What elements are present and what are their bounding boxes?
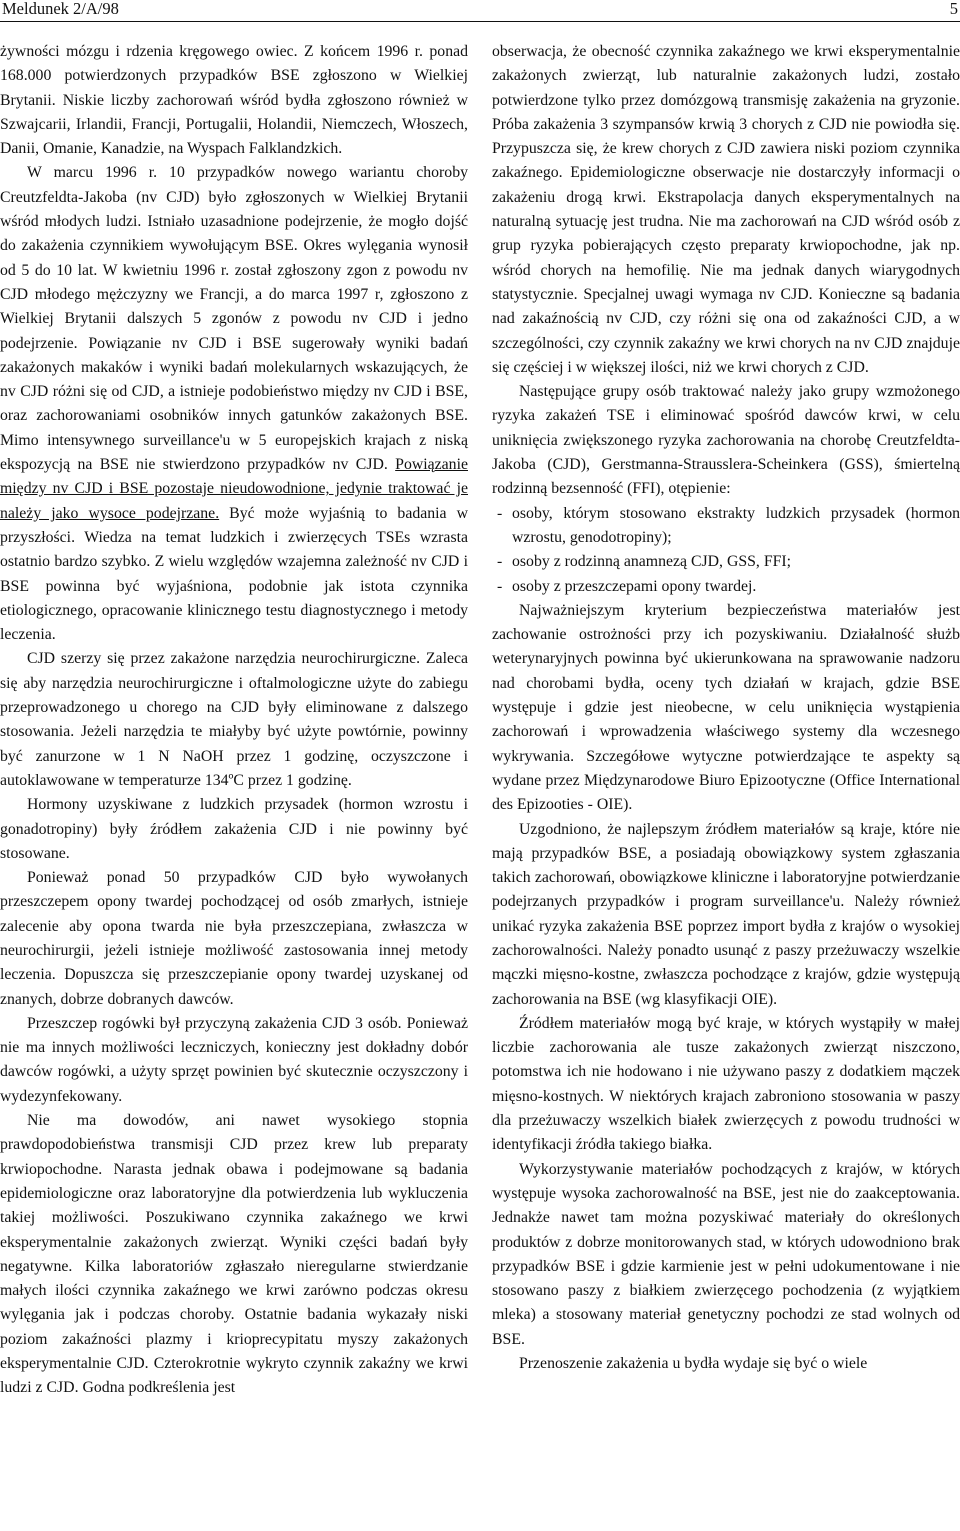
paragraph-text: Być może wyjaśnią to badania w przyszłości. Wiedza na temat ludzkich i zwierzęcych TSEs wzrasta ostatnio bardzo szybko. Z wielu względów wzajemna zależność nv CJD i BSE powinna być wyjaśniona, podobnie jak istota czynnika etiologicznego, opracowanie klinicznego testu diagnostycznego i metody leczenia. [0,504,468,644]
paragraph: Nie ma dowodów, ani nawet wysokiego stopnia prawdopodobieństwa transmisji CJD przez krew lub preparaty krwiopochodne. Narasta jednak obawa i podejmowane są badania epidemiologiczne oraz laboratoryjne dla potwierdzenia lub wykluczenia takiej możliwości. Poszukiwano czynnika zakaźnego we krwi eksperymentalnie zakażonych zwierząt. Wyniki części badań były negatywne. Kilka laboratoriów zgłaszało nieregularne stwierdzanie małych ilości czynnika zakaźnego we krwi zarówno podczas okresu wylęgania jak i podczas choroby. Ostatnie badania wykazały niski poziom zakaźności plazmy i krioprecypitatu myszy zakażonych eksperymentalnie CJD. Czterokrotnie wykryto czynnik zakaźny we krwi ludzi z CJD. Godna podkreślenia jest [0,1112,468,1397]
paragraph: Przeszczep rogówki był przyczyną zakażenia CJD 3 osób. Ponieważ nie ma innych możliwości leczniczych, konieczny jest dokładny dobór dawców rogówki, a użyty sprzęt powinien być skutecznie oczyszczony i wydezynfekowany. [0,1014,468,1105]
left-column [0,40,468,1401]
paragraph: Ponieważ ponad 50 przypadków CJD było wywołanych przeszczepem opony twardej pochodzącej od osób zmarłych, istnieje zalecenie aby opona twarda nie była przeszczepiana, zwłaszcza w neurochirurgii, jeżeli istnieje możliwość zastosowania innej metody leczenia. Dopuszcza się przeszczepianie opony twardej uzyskanej od znanych, dobrze dobranych dawców. [0,869,468,1008]
underlined-statement: Powiązanie między nv CJD i BSE pozostaje nieudowodnione, jedynie traktować je należy jako wysoce podejrzane. [0,456,468,522]
right-column [492,40,960,1376]
header-rule [0,21,960,22]
paragraph: obserwacja, że obecność czynnika zakaźnego we krwi eksperymentalnie zakażonych zwierząt, lub naturalnie zakażonych ludzi, zostało potwierdzone tylko przez domózgową transmisję zakażenia na gryzonie. Próba zakażenia 3 szympansów krwią 3 chorych z CJD nie powiodła się. Przypuszcza się, że krew chorych z CJD zawiera niski poziom czynnika zakaźnego. Epidemiologiczne obserwacje nie dostarczyły informacji o zakażeniu drogą krwi. Ekstrapolacja danych eksperymentalnych na naturalną sytuację jest trudna. Nie ma zachorowań na CJD wśród osób z grup ryzyka pobierających często preparaty krwiopochodne, jak np. wśród chorych na hemofilię. Nie ma jednak danych wiarygodnych statystycznie. Specjalnej uwagi wymaga nv CJD. Konieczne są badania nad zakaźnością nv CJD, czy różni się ona od zakaźności CJD, a w szczególności, czy czynnik zakaźny we krwi chorych na nv CJD znajduje się częściej i w większej ilości, niż we krwi chorych z CJD. [492,43,960,376]
list-item: - osoby z przeszczepami opony twardej. [492,575,960,599]
paragraph: Wykorzystywanie materiałów pochodzących z krajów, w których występuje wysoka zachorowalność na BSE, jest nie do zaakceptowania. Jednakże nawet tam można pozyskiwać materiały do określonych produktów z dobrze monitorowanych stad, w których udowodniono brak przypadków BSE i gdzie karmienie jest w pełni udokumentowane i nie stosowano paszy z białkiem zwierzęcego pochodzenia (z wyjątkiem mleka) a stosowany materiał genetyczny pochodzi ze stad wolnych od BSE. [492,1160,960,1348]
paragraph: Następujące grupy osób traktować należy jako grupy wzmożonego ryzyka zakażeń TSE i eliminować spośród dawców krwi, w celu uniknięcia zwiększonego ryzyka zachorowania na chorobę Creutzfeldta-Jakoba (CJD), Gerstmanna-Strausslera-Scheinkera (GSS), śmiertelną rodzinną bezsenność (FFI), otępienie: [492,383,960,498]
paragraph: Przenoszenie zakażenia u bydła wydaje się być o wiele [519,1355,868,1373]
paragraph: Uzgodniono, że najlepszym źródłem materiałów są kraje, które nie mają przypadków BSE, a posiadają obowiązkowy system zgłaszania takich zachorowań, obowiązkowe kliniczne i laboratoryjne potwierdzanie podejrzanych przypadków i program surveillance'u. Należy również unikać ryzyka zakażenia BSE poprzez import bydła z krajów o wysokiej zachorowalności. Należy ponadto usunąć z paszy przeżuwaczy wszelkie mączki mięsno-kostne, zwłaszcza pochodzące z krajów, gdzie występują zachorowania na BSE (wg klasyfikacji OIE). [492,820,960,1008]
paragraph: żywności mózgu i rdzenia kręgowego owiec. Z końcem 1996 r. ponad 168.000 potwierdzonych przypadków BSE zgłoszono w Wielkiej Brytanii. Niskie liczby zachorowań wśród bydła zgłoszono również w Szwajcarii, Irlandii, Francji, Portugalii, Holandii, Niemczech, Włoszech, Danii, Omanie, Kanadzie, na Wyspach Falklandzkich. [0,43,468,158]
paragraph: Hormony uzyskiwane z ludzkich przysadek (hormon wzrostu i gonadotropiny) były źródłem zakażenia CJD i nie powinny być stosowane. [0,796,468,862]
paragraph: Najważniejszym kryterium bezpieczeństwa materiałów jest zachowanie ostrożności przy ich pozyskiwaniu. Działalność służb weterynaryjnych powinna być ukierunkowana na sprawowanie nadzoru nad chorobami bydła, oceny tych działań w krajach, gdzie BSE występuje i gdzie jest nieobecne, w celu uniknięcia wystąpienia zachorowań i wprowadzenia właściwego systemy dla wczesnego wykrywania. Szczegółowe wytyczne potwierdzające te aspekty są wydane przez Międzynarodowe Biuro Epizootyczne (Office International des Epizooties - OIE). [492,601,960,814]
paragraph-text: W marcu 1996 r. 10 przypadków nowego wariantu choroby Creutzfeldta-Jakoba (nv CJD) było zgłoszonych w Wielkiej Brytanii wśród młodych ludzi. Istniało uzasadnione podejrzenie, że mogło dojść do zakażenia czynnikiem wywołującym BSE. Okres wylęgania wynosił od 5 do 10 lat. W kwietniu 1996 r. został zgłoszony zgon z powodu nv CJD młodego mężczyzny we Francji, a do marca 1997 r, zgłoszono z Wielkiej Brytanii dalszych 5 zgonów z powodu nv CJD i jedno podejrzenie. Powiązanie nv CJD i BSE sugerowały wyniki badań zakażonych makaków i wyniki badań molekularnych wskazujących, że nv CJD różni się od CJD, a istnieje podobieństwo między nv CJD i BSE, oraz zachorowaniami osobników innych gatunków zakażonych BSE. Mimo intensywnego surveillance'u w 5 europejskich krajach z niską ekspozycją na BSE nie stwierdzono przypadków nv CJD. [0,164,468,474]
list-item: - osoby z rodzinną anamnezą CJD, GSS, FFI; [492,550,960,574]
paragraph [0,161,468,647]
risk-group-list [492,502,960,599]
paragraph: Źródłem materiałów mogą być kraje, w których wystąpiły w małej liczbie zachorowania ale tusze zakażonych zwierząt niszczono, potomstwa ich nie hodowano i nie używano paszy z dodatkiem mączek mięsno-kostnych. W niektórych krajach zabroniono stosowania w paszy dla przeżuwaczy wszelkich białek zwierzęcych z powodu trudności w identyfikacji źródła takiego białka. [492,1014,960,1154]
journal-issue: Meldunek 2/A/98 [2,0,119,18]
paragraph: CJD szerzy się przez zakażone narzędzia neurochirurgiczne. Zaleca się aby narzędzia neurochirurgiczne i oftalmologiczne użyte do zabiegu przeprowadzonego u chorego na CJD były eliminowane z dalszego stosowania. Jeżeli narzędzia te miałyby być użyte powtórnie, powinny być zanurzone w 1 N NaOH przez 1 godzinę, oczyszczone i autoklawowane w temperaturze 134ºC przez 1 godzinę. [0,650,468,789]
page-number: 5 [949,0,958,18]
list-item: - osoby, którym stosowano ekstrakty ludzkich przysadek (hormon wzrostu, genodotropiny); [492,502,960,551]
